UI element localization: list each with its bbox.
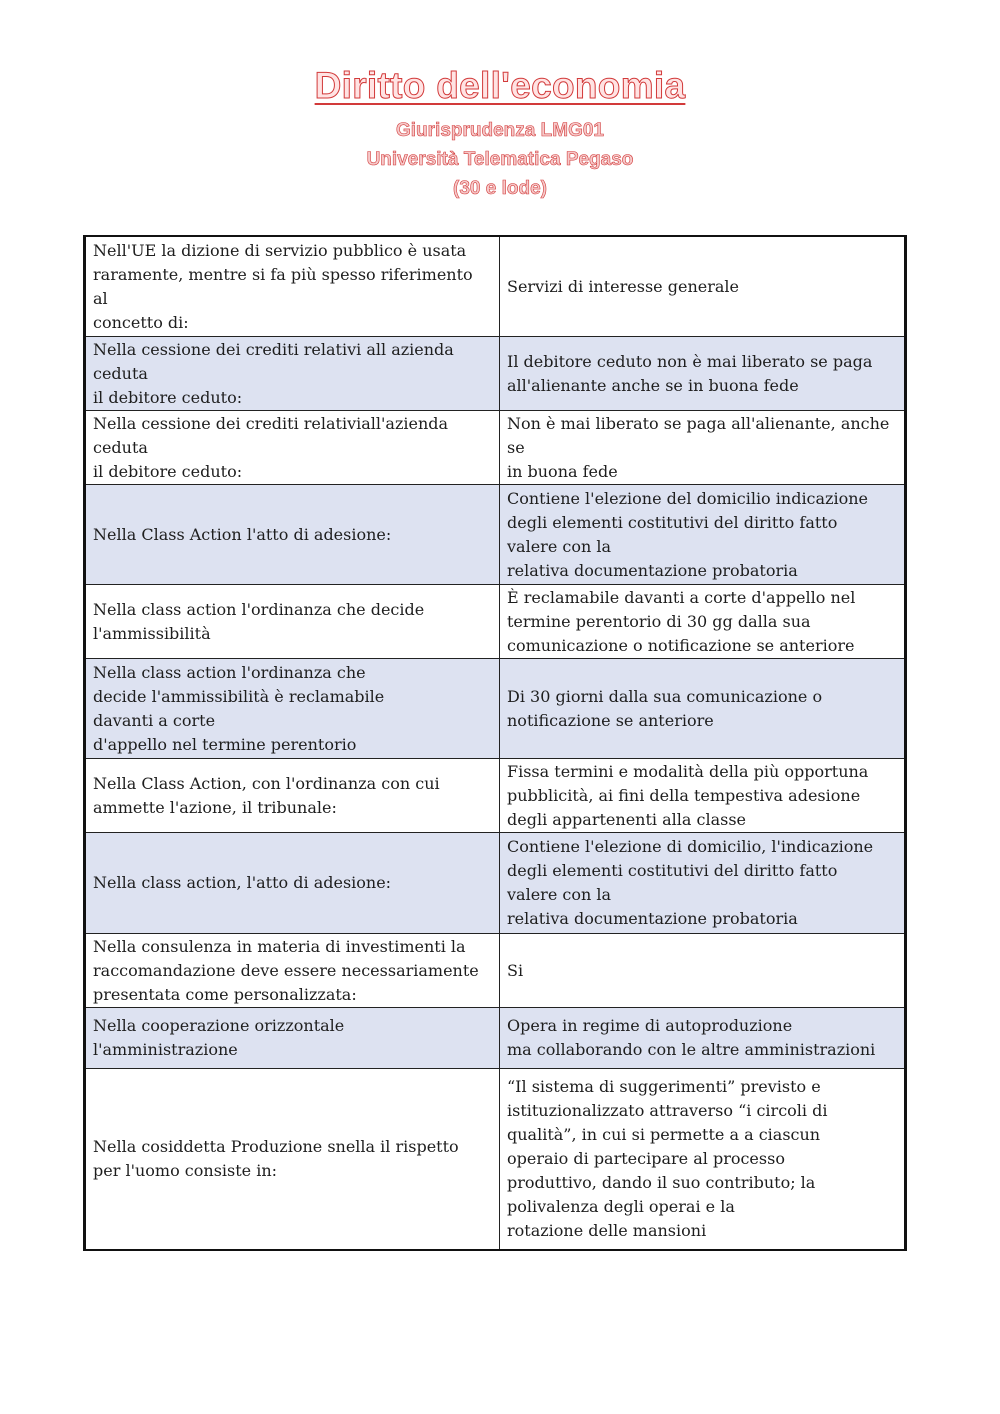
table-row (85, 933, 906, 1007)
question-cell: Nell'UE la dizione di servizio pubblico è usata raramente, mentre si fa più spesso riferimento al concetto di: (85, 236, 500, 336)
grade-note: (30 e lode) (453, 178, 547, 199)
answer-cell: È reclamabile davanti a corte d'appello nel termine perentorio di 30 gg dalla sua comunicazione o notificazione se anteriore (500, 584, 906, 658)
answer-cell: Il debitore ceduto non è mai liberato se paga all'alienante anche se in buona fede (500, 336, 906, 410)
answer-cell: Si (500, 933, 906, 1007)
table-row (85, 336, 906, 410)
table-row (85, 410, 906, 484)
answer-cell: “Il sistema di suggerimenti” previsto e istituzionalizzato attraverso “i circoli di qualità”, in cui si permette a a ciascun operaio di partecipare al processo produttivo, dando il suo contributo; la polivalenza degli operai e la rotazione delle mansioni (500, 1068, 906, 1250)
answer-cell: Fissa termini e modalità della più opportuna pubblicità, ai fini della tempestiva adesione degli appartenenti alla classe (500, 758, 906, 832)
answer-cell: Contiene l'elezione del domicilio indicazione degli elementi costitutivi del diritto fatto valere con la relativa documentazione probatoria (500, 484, 906, 584)
question-cell: Nella cosiddetta Produzione snella il rispetto per l'uomo consiste in: (85, 1068, 500, 1250)
table-row (85, 1007, 906, 1068)
document-header (0, 62, 1000, 203)
question-cell: Nella class action l'ordinanza che decide l'ammissibilità (85, 584, 500, 658)
qa-table (83, 235, 907, 1251)
table-row (85, 484, 906, 584)
answer-cell: Opera in regime di autoproduzione ma collaborando con le altre amministrazioni (500, 1007, 906, 1068)
answer-cell: Servizi di interesse generale (500, 236, 906, 336)
question-cell: Nella cooperazione orizzontale l'amministrazione (85, 1007, 500, 1068)
table-row (85, 236, 906, 336)
question-cell: Nella consulenza in materia di investimenti la raccomandazione deve essere necessariamente presentata come personalizzata: (85, 933, 500, 1007)
answer-cell: Di 30 giorni dalla sua comunicazione o notificazione se anteriore (500, 658, 906, 758)
table-row (85, 1068, 906, 1250)
answer-cell: Contiene l'elezione di domicilio, l'indicazione degli elementi costitutivi del diritto fatto valere con la relativa documentazione probatoria (500, 832, 906, 933)
university-name: Università Telematica Pegaso (366, 149, 634, 170)
document-title: Diritto dell'economia (314, 65, 686, 106)
question-cell: Nella Class Action, con l'ordinanza con cui ammette l'azione, il tribunale: (85, 758, 500, 832)
table-row (85, 758, 906, 832)
table-row (85, 584, 906, 658)
course-name: Giurisprudenza LMG01 (396, 120, 604, 141)
table-row (85, 832, 906, 933)
question-cell: Nella class action, l'atto di adesione: (85, 832, 500, 933)
answer-cell: Non è mai liberato se paga all'alienante, anche se in buona fede (500, 410, 906, 484)
question-cell: Nella cessione dei crediti relativiall'azienda ceduta il debitore ceduto: (85, 410, 500, 484)
question-cell: Nella cessione dei crediti relativi all azienda ceduta il debitore ceduto: (85, 336, 500, 410)
question-cell: Nella Class Action l'atto di adesione: (85, 484, 500, 584)
question-cell: Nella class action l'ordinanza che decide l'ammissibilità è reclamabile davanti a corte d'appello nel termine perentorio (85, 658, 500, 758)
table-row (85, 658, 906, 758)
